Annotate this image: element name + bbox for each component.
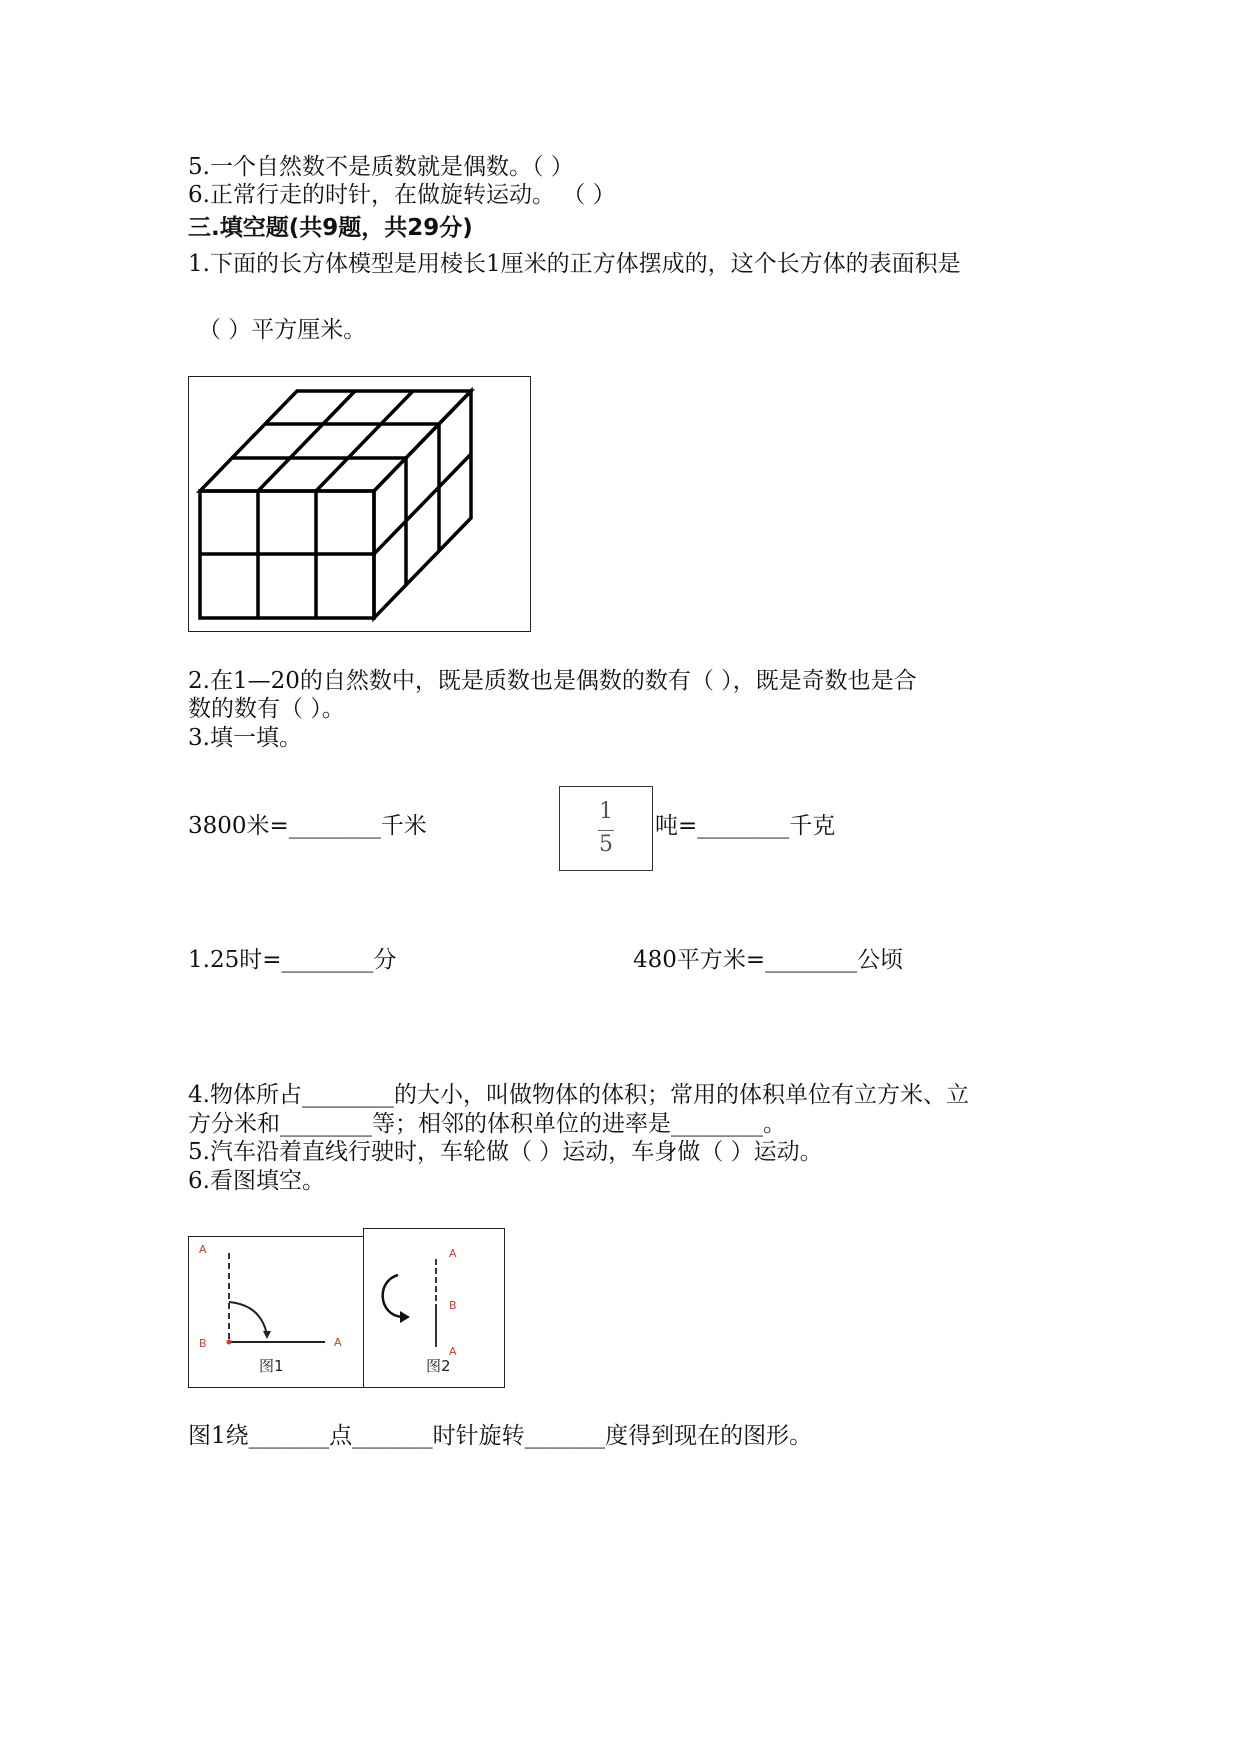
fill-1-line-1: 1.下面的长方体模型是用棱长1厘米的正方体摆成的，这个长方体的表面积是 xyxy=(188,251,961,277)
section-title: 三.填空题(共9题，共29分) xyxy=(188,215,473,241)
label-b: B xyxy=(199,1337,207,1350)
fill-2-line-1: 2.在1—20的自然数中，既是质数也是偶数的数有（ ），既是奇数也是合 xyxy=(188,668,917,694)
fill-3-item-a: 3800米=________千米 xyxy=(188,813,427,839)
fill-6-title: 6.看图填空。 xyxy=(188,1168,325,1194)
fill-4-line-2: 方分米和________等；相邻的体积单位的进率是________。 xyxy=(188,1111,786,1137)
fraction-bar xyxy=(598,830,614,831)
question-5: 5.一个自然数不是质数就是偶数。（ ） xyxy=(188,154,574,180)
fill-3-item-b: 吨=________千克 xyxy=(655,813,836,839)
fill-3-item-c: 1.25时=________分 xyxy=(188,947,397,973)
figure-2-caption: 图2 xyxy=(426,1357,451,1375)
label-a-top-2: A xyxy=(449,1247,457,1260)
rotation-drawing-2 xyxy=(364,1229,504,1387)
fill-1-line-2: （ ）平方厘米。 xyxy=(198,317,367,343)
label-a-top: A xyxy=(199,1243,207,1256)
rotation-drawing-1 xyxy=(189,1237,363,1387)
figure-1-caption: 图1 xyxy=(259,1357,284,1375)
fill-4-line-1: 4.物体所占________的大小，叫做物体的体积；常用的体积单位有立方米、立 xyxy=(188,1082,969,1108)
cuboid-drawing xyxy=(189,377,530,631)
fraction-box xyxy=(559,786,653,871)
fill-6-answer-line: 图1绕_______点_______时针旋转_______度得到现在的图形。 xyxy=(188,1423,813,1449)
rotation-figure-1 xyxy=(188,1236,364,1388)
label-a-right: A xyxy=(334,1336,342,1349)
fraction-denominator: 5 xyxy=(599,832,613,857)
fill-2-line-2: 数的数有（ ）。 xyxy=(188,696,345,722)
label-a-bottom-2: A xyxy=(449,1345,457,1358)
fraction-numerator: 1 xyxy=(599,799,613,824)
fill-3-title: 3.填一填。 xyxy=(188,725,302,751)
cuboid-figure xyxy=(188,376,531,632)
rotation-figure-2 xyxy=(363,1228,505,1388)
fill-3-item-d: 480平方米=________公顷 xyxy=(633,947,904,973)
question-6: 6.正常行走的时针，在做旋转运动。 （ ） xyxy=(188,182,616,208)
fill-5: 5.汽车沿着直线行驶时，车轮做（ ）运动，车身做（ ）运动。 xyxy=(188,1139,823,1165)
label-b-2: B xyxy=(449,1299,457,1312)
